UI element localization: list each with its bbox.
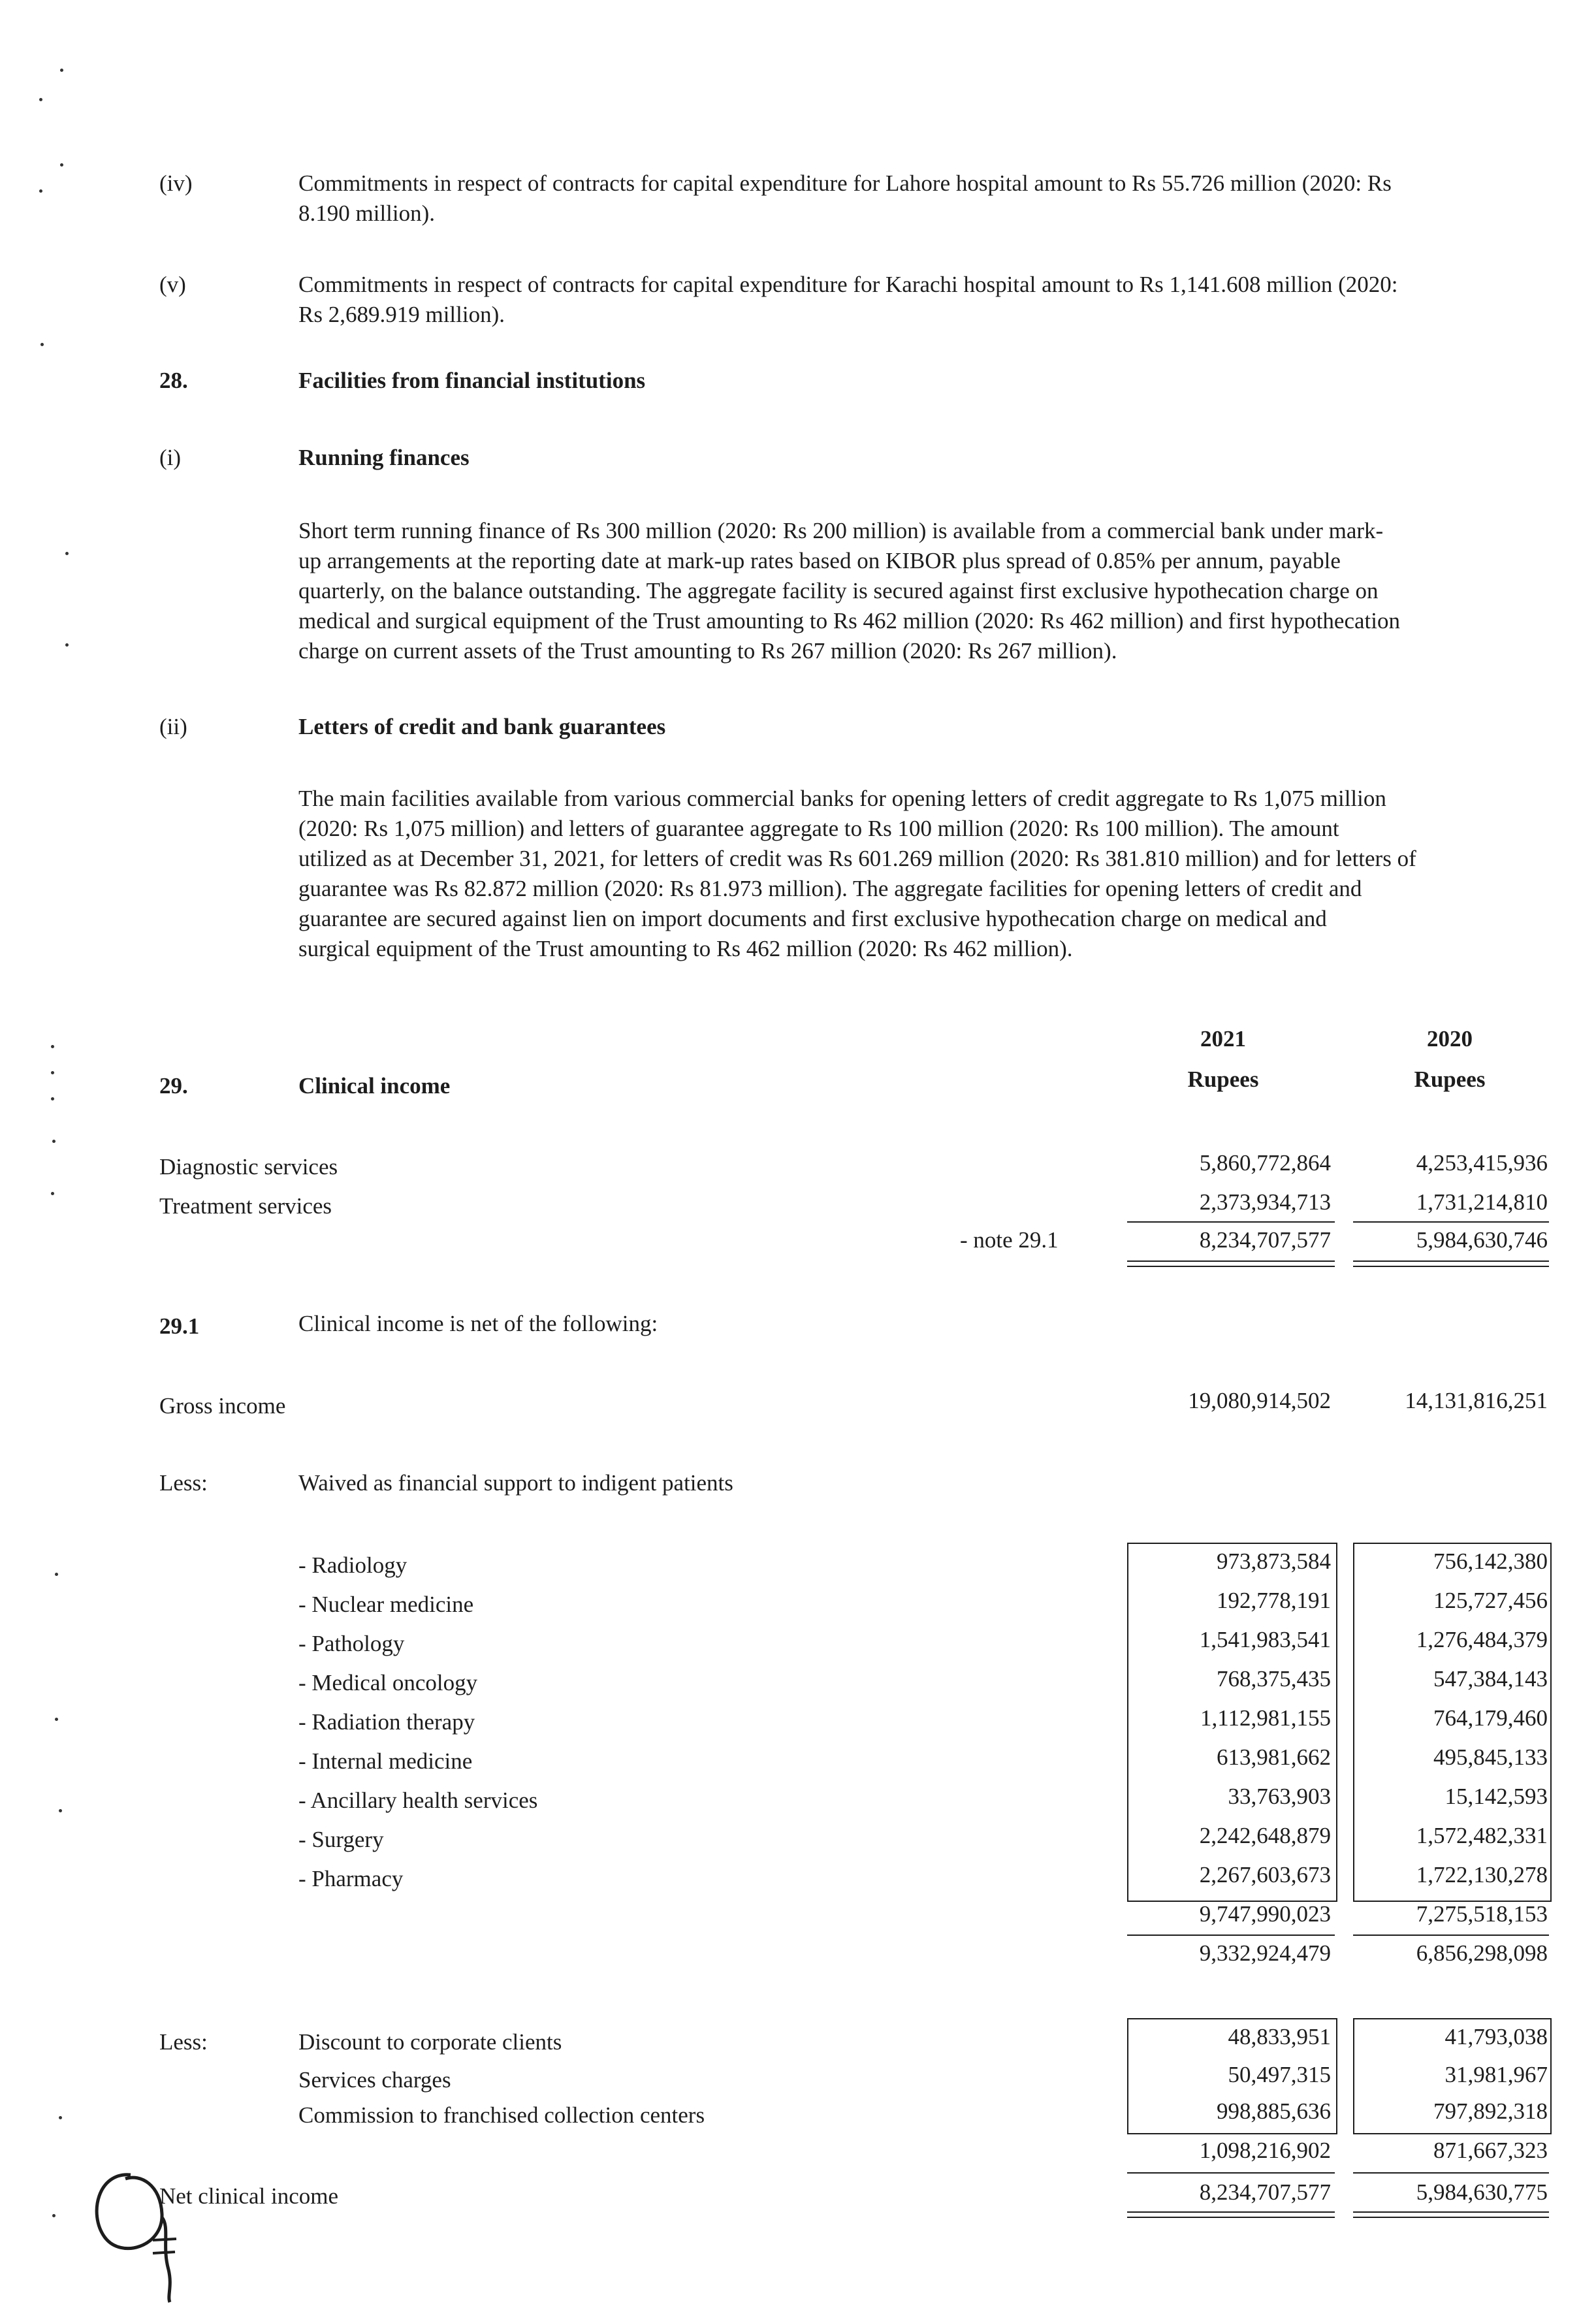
deduction-label: Commission to franchised collection centers <box>298 2102 705 2128</box>
letters-of-credit-title: Letters of credit and bank guarantees <box>298 714 666 739</box>
section-29-number: 29. <box>159 1073 188 1099</box>
commitment-iv-line: 8.190 million). <box>298 201 436 226</box>
table-cell-2021: 5,860,772,864 <box>1199 1150 1331 1176</box>
deduction-label: Services charges <box>298 2067 451 2093</box>
net-clinical-income-label: Net clinical income <box>159 2183 339 2209</box>
waived-item-2020: 547,384,143 <box>1433 1666 1548 1692</box>
deduction-label: Discount to corporate clients <box>298 2029 562 2055</box>
waived-item-2021: 33,763,903 <box>1228 1784 1331 1809</box>
scan-speck <box>51 1071 54 1074</box>
waived-title: Waived as financial support to indigent patients <box>298 1470 733 1496</box>
waived-item-label: - Radiology <box>298 1552 407 1578</box>
after-waived-2021: 9,332,924,479 <box>1199 1940 1331 1966</box>
scan-speck <box>60 69 63 72</box>
column-header-year-2021: 2021 <box>1200 1026 1246 1052</box>
waived-item-2021: 768,375,435 <box>1217 1666 1331 1692</box>
column-header-unit-2020: Rupees <box>1414 1067 1486 1092</box>
paragraph-line: utilized as at December 31, 2021, for letters of credit was Rs 601.269 million (2020: Rs 381.810 million) and for letters of <box>298 846 1416 871</box>
commitment-iv-label: (iv) <box>159 170 193 196</box>
running-finances-label: (i) <box>159 445 182 470</box>
running-finances-title: Running finances <box>298 445 470 470</box>
waived-item-label: - Surgery <box>298 1827 384 1852</box>
deduction-2021: 50,497,315 <box>1228 2062 1331 2087</box>
deduction-2021: 48,833,951 <box>1228 2024 1331 2049</box>
scan-speck <box>51 1192 54 1195</box>
waived-item-label: - Pharmacy <box>298 1866 404 1891</box>
running-finances-paragraph <box>298 516 1400 666</box>
paragraph-line: (2020: Rs 1,075 million) and letters of guarantee aggregate to Rs 100 million (2020: Rs 100 million). The amount <box>298 816 1339 841</box>
deduction-2020: 41,793,038 <box>1444 2024 1548 2049</box>
waived-item-label: - Ancillary health services <box>298 1788 538 1813</box>
waived-item-label: - Radiation therapy <box>298 1709 475 1735</box>
waived-item-2020: 495,845,133 <box>1433 1744 1548 1770</box>
less-label: Less: <box>159 1470 208 1496</box>
paragraph-line: up arrangements at the reporting date at mark-up rates based on KIBOR plus spread of 0.85% per annum, payable <box>298 548 1341 573</box>
rule <box>1353 2172 1549 2174</box>
scan-speck <box>55 1718 58 1721</box>
deductions-total-2021: 1,098,216,902 <box>1199 2138 1331 2163</box>
scan-speck <box>52 2214 56 2217</box>
waived-item-2020: 1,722,130,278 <box>1416 1862 1548 1887</box>
waived-total-2021: 9,747,990,023 <box>1199 1901 1331 1927</box>
waived-item-2020: 756,142,380 <box>1433 1549 1548 1574</box>
waived-item-2021: 192,778,191 <box>1217 1588 1331 1613</box>
net-clinical-income-2021: 8,234,707,577 <box>1199 2179 1331 2205</box>
waived-total-2020: 7,275,518,153 <box>1416 1901 1548 1927</box>
scan-speck <box>59 1809 62 1812</box>
waived-item-2020: 125,727,456 <box>1433 1588 1548 1613</box>
waived-item-2021: 973,873,584 <box>1217 1549 1331 1574</box>
gross-income-2020: 14,131,816,251 <box>1405 1388 1548 1413</box>
commitment-iv-line: Commitments in respect of contracts for capital expenditure for Lahore hospital amount to Rs 55.726 million (2020: Rs <box>298 170 1392 196</box>
deduction-2020: 797,892,318 <box>1433 2098 1548 2124</box>
scan-speck <box>40 343 44 346</box>
table-row-label: Diagnostic services <box>159 1154 338 1180</box>
scan-speck <box>39 98 42 101</box>
scan-speck <box>65 552 69 555</box>
after-waived-2020: 6,856,298,098 <box>1416 1940 1548 1966</box>
scan-speck <box>60 163 63 167</box>
less-label: Less: <box>159 2029 208 2055</box>
paragraph-line: quarterly, on the balance outstanding. The aggregate facility is secured against first exclusive hypothecation charge on <box>298 578 1379 603</box>
double-rule <box>1127 2217 1335 2218</box>
rule <box>1127 1221 1335 1223</box>
commitment-v-label: (v) <box>159 272 186 297</box>
paragraph-line: guarantee are secured against lien on import documents and first exclusive hypothecation charge on medical and <box>298 906 1327 931</box>
waived-item-2021: 1,112,981,155 <box>1200 1705 1331 1731</box>
double-rule <box>1353 1266 1549 1267</box>
double-rule <box>1353 2217 1549 2218</box>
column-header-year-2020: 2020 <box>1427 1026 1473 1052</box>
rule <box>1127 2172 1335 2174</box>
rule <box>1127 1935 1335 1936</box>
waived-item-2020: 764,179,460 <box>1433 1705 1548 1731</box>
section-29-title: Clinical income <box>298 1073 451 1099</box>
deduction-2021: 998,885,636 <box>1217 2098 1331 2124</box>
handwritten-initials-signature <box>85 2155 183 2312</box>
waived-item-label: - Internal medicine <box>298 1748 473 1774</box>
table-cell-2021: 2,373,934,713 <box>1199 1189 1331 1215</box>
waived-item-label: - Medical oncology <box>298 1670 478 1695</box>
double-rule <box>1127 1266 1335 1267</box>
waived-item-2021: 2,267,603,673 <box>1199 1862 1331 1887</box>
waived-item-2021: 613,981,662 <box>1217 1744 1331 1770</box>
paragraph-line: The main facilities available from various commercial banks for opening letters of credit aggregate to Rs 1,075 million <box>298 786 1386 811</box>
table-row-label: Treatment services <box>159 1193 332 1219</box>
scan-speck <box>39 189 42 193</box>
column-header-unit-2021: Rupees <box>1187 1067 1259 1092</box>
double-rule <box>1127 2211 1335 2213</box>
waived-item-2021: 2,242,648,879 <box>1199 1823 1331 1848</box>
total-2020: 5,984,630,746 <box>1416 1227 1548 1253</box>
table-cell-2020: 1,731,214,810 <box>1416 1189 1548 1215</box>
table-cell-2020: 4,253,415,936 <box>1416 1150 1548 1176</box>
rule <box>1353 1221 1549 1223</box>
deductions-total-2020: 871,667,323 <box>1433 2138 1548 2163</box>
gross-income-2021: 19,080,914,502 <box>1188 1388 1331 1413</box>
waived-item-2020: 15,142,593 <box>1444 1784 1548 1809</box>
waived-item-2021: 1,541,983,541 <box>1199 1627 1331 1652</box>
double-rule <box>1353 2211 1549 2213</box>
waived-item-label: - Pathology <box>298 1631 405 1656</box>
section-28-number: 28. <box>159 368 188 393</box>
double-rule <box>1353 1260 1549 1262</box>
section-29-1-number: 29.1 <box>159 1313 200 1339</box>
paragraph-line: Short term running finance of Rs 300 million (2020: Rs 200 million) is available from a commercial bank under mark- <box>298 518 1384 543</box>
paragraph-line: guarantee was Rs 82.872 million (2020: Rs 81.973 million). The aggregate facilities for opening letters of credit and <box>298 876 1362 901</box>
section-29-1-title: Clinical income is net of the following: <box>298 1311 658 1336</box>
scan-speck <box>65 643 69 647</box>
paragraph-line: surgical equipment of the Trust amounting to Rs 462 million (2020: Rs 462 million). <box>298 936 1073 961</box>
paragraph-line: charge on current assets of the Trust amounting to Rs 267 million (2020: Rs 267 million). <box>298 638 1117 664</box>
scan-speck <box>59 2116 62 2119</box>
deduction-2020: 31,981,967 <box>1444 2062 1548 2087</box>
waived-item-2020: 1,572,482,331 <box>1416 1823 1548 1848</box>
letters-of-credit-label: (ii) <box>159 714 187 739</box>
total-2021: 8,234,707,577 <box>1199 1227 1331 1253</box>
rule <box>1353 1935 1549 1936</box>
scan-speck <box>52 1140 56 1143</box>
note-reference: - note 29.1 <box>960 1227 1059 1253</box>
double-rule <box>1127 1260 1335 1262</box>
paragraph-line: medical and surgical equipment of the Trust amounting to Rs 462 million (2020: Rs 462 million) and first hypothecation <box>298 608 1400 634</box>
net-clinical-income-2020: 5,984,630,775 <box>1416 2179 1548 2205</box>
scan-speck <box>55 1573 58 1576</box>
letters-of-credit-paragraph <box>298 784 1416 964</box>
gross-income-label: Gross income <box>159 1393 286 1419</box>
waived-item-label: - Nuclear medicine <box>298 1592 474 1617</box>
waived-item-2020: 1,276,484,379 <box>1416 1627 1548 1652</box>
scan-speck <box>51 1097 54 1100</box>
commitment-v-line: Commitments in respect of contracts for capital expenditure for Karachi hospital amount to Rs 1,141.608 million (2020: <box>298 272 1398 297</box>
scan-speck <box>51 1045 54 1048</box>
section-28-title: Facilities from financial institutions <box>298 368 646 393</box>
commitment-v-line: Rs 2,689.919 million). <box>298 302 505 327</box>
